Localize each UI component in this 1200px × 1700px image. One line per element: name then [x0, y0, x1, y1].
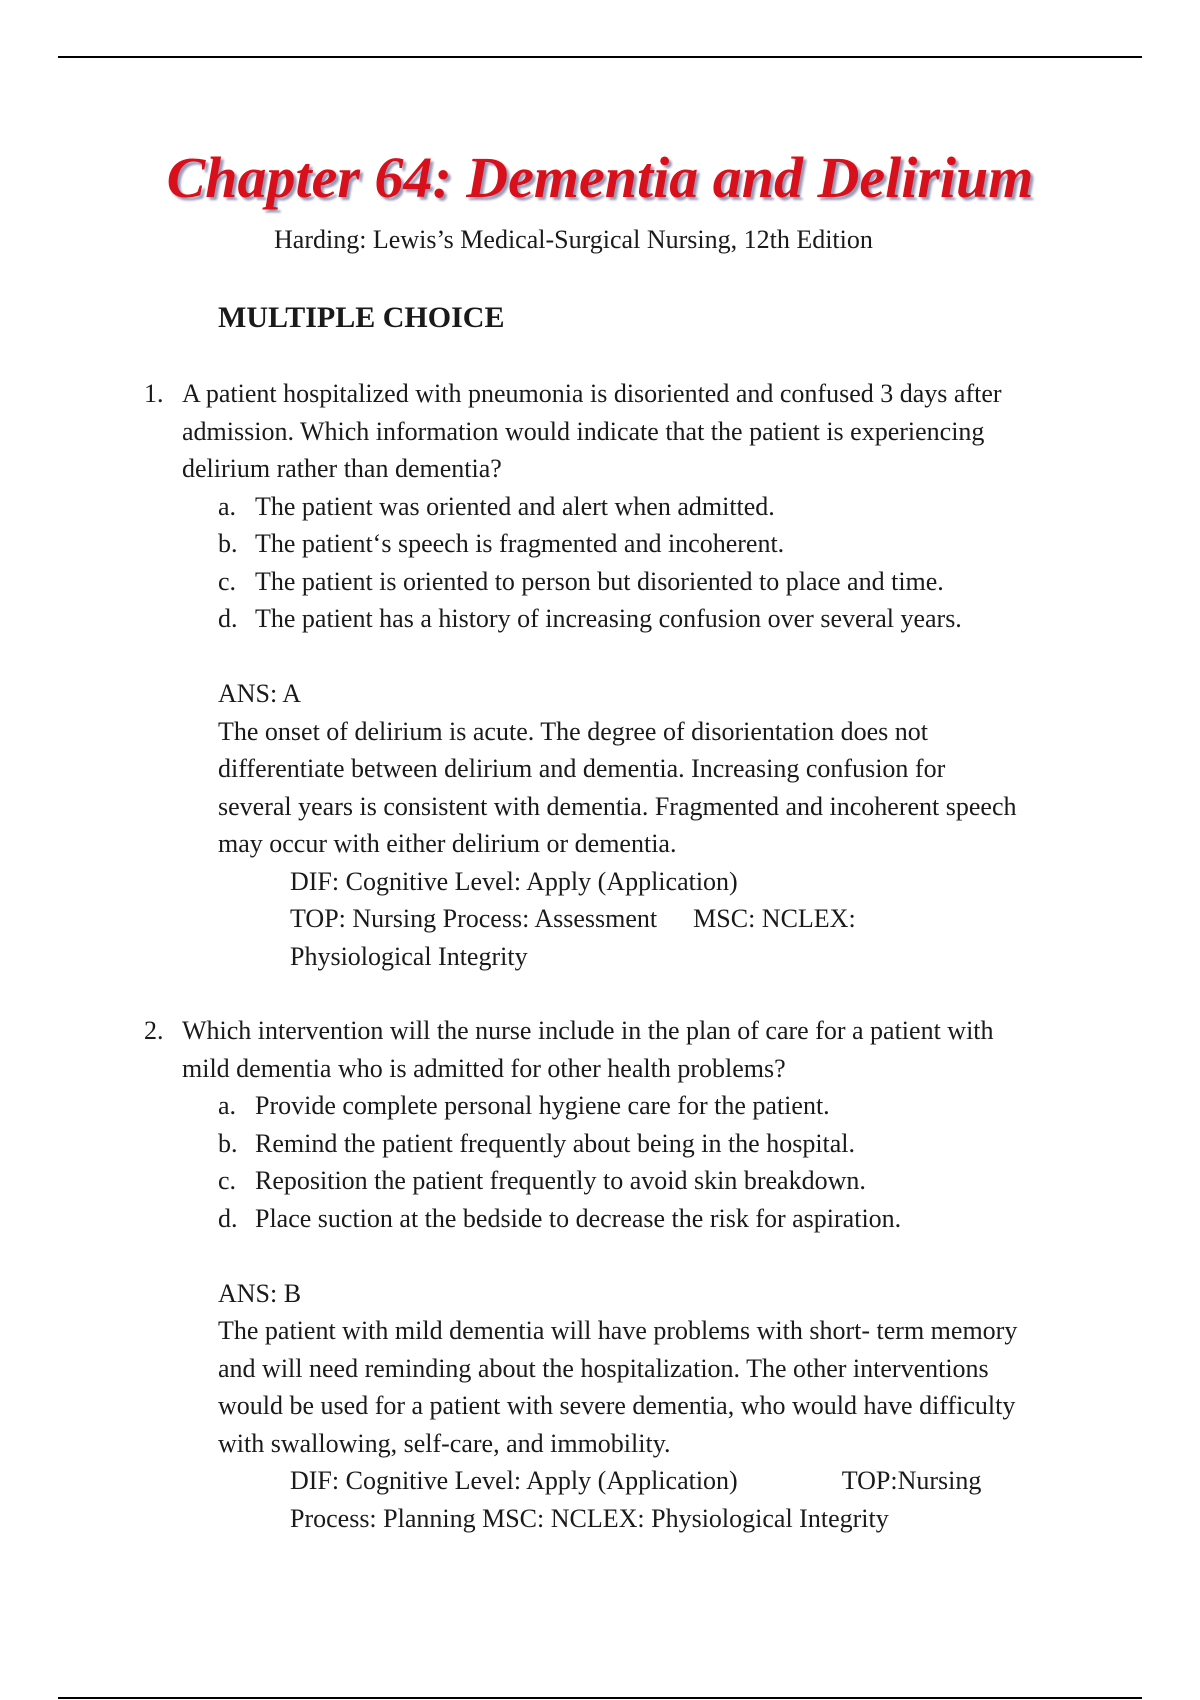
option-letter: b. [218, 529, 238, 558]
section-heading: MULTIPLE CHOICE [218, 301, 505, 334]
chapter-title: Chapter 64: Dementia and Delirium [166, 145, 1034, 210]
answer-key: ANS: B [218, 1278, 302, 1308]
option-letter: d. [218, 604, 238, 633]
option-text: Remind the patient frequently about being in the hospital. [255, 1128, 856, 1158]
book-subtitle: Harding: Lewis’s Medical-Surgical Nursing, 12th Edition [274, 225, 873, 254]
meta-difficulty: DIF: Cognitive Level: Apply (Application) [290, 1466, 738, 1495]
option-letter: b. [218, 1128, 238, 1158]
answer-key: ANS: A [218, 679, 302, 708]
option-letter: a. [218, 1091, 237, 1120]
question-stem: A patient hospitalized with pneumonia is disoriented and confused 3 days after admission. Which information would indicate that the patient is experiencing delirium rather than dementia? [182, 379, 1002, 483]
top-rule [58, 56, 1142, 58]
meta-topic-line [290, 900, 856, 938]
meta-topic-msc: Process: Planning MSC: NCLEX: Physiological Integrity [290, 1503, 889, 1533]
option-text: Reposition the patient frequently to avoid skin breakdown. [255, 1166, 866, 1195]
question-number: 2. [144, 1016, 164, 1045]
bottom-rule [58, 1697, 1142, 1699]
question-stem: Which intervention will the nurse include in the plan of care for a patient with mild dementia who is admitted for other health problems? [182, 1016, 994, 1083]
option-text: Provide complete personal hygiene care for the patient. [255, 1091, 830, 1120]
option-text: The patient has a history of increasing confusion over several years. [255, 604, 962, 633]
meta-msc-continued: Physiological Integrity [290, 941, 528, 971]
option-letter: c. [218, 1166, 237, 1195]
meta-msc: MSC: NCLEX: [693, 904, 856, 933]
answer-rationale: The patient with mild dementia will have problems with short- term memory and will need reminding about the hospitalization. The other interventions would be used for a patient with severe dementia, who would have difficulty with swallowing, self-care, and immobility. [218, 1316, 1018, 1458]
meta-topic: TOP:Nursing [841, 1466, 982, 1495]
option-text: Place suction at the bedside to decrease the risk for aspiration. [255, 1203, 902, 1233]
option-letter: d. [218, 1203, 238, 1233]
option-letter: a. [218, 491, 237, 521]
option-text: The patient is oriented to person but disoriented to place and time. [255, 566, 944, 596]
question-number: 1. [144, 379, 164, 408]
option-text: The patient‘s speech is fragmented and incoherent. [255, 529, 785, 558]
answer-rationale: The onset of delirium is acute. The degree of disorientation does not differentiate between delirium and dementia. Increasing confusion for several years is consistent with dementia. Fragmented and incoherent speech may occur with either delirium or dementia. [218, 716, 1017, 858]
meta-difficulty: DIF: Cognitive Level: Apply (Application) [290, 866, 738, 896]
option-text: The patient was oriented and alert when admitted. [255, 491, 775, 521]
meta-difficulty-line [290, 1462, 981, 1500]
option-letter: c. [218, 566, 237, 596]
meta-topic: TOP: Nursing Process: Assessment [290, 904, 658, 933]
